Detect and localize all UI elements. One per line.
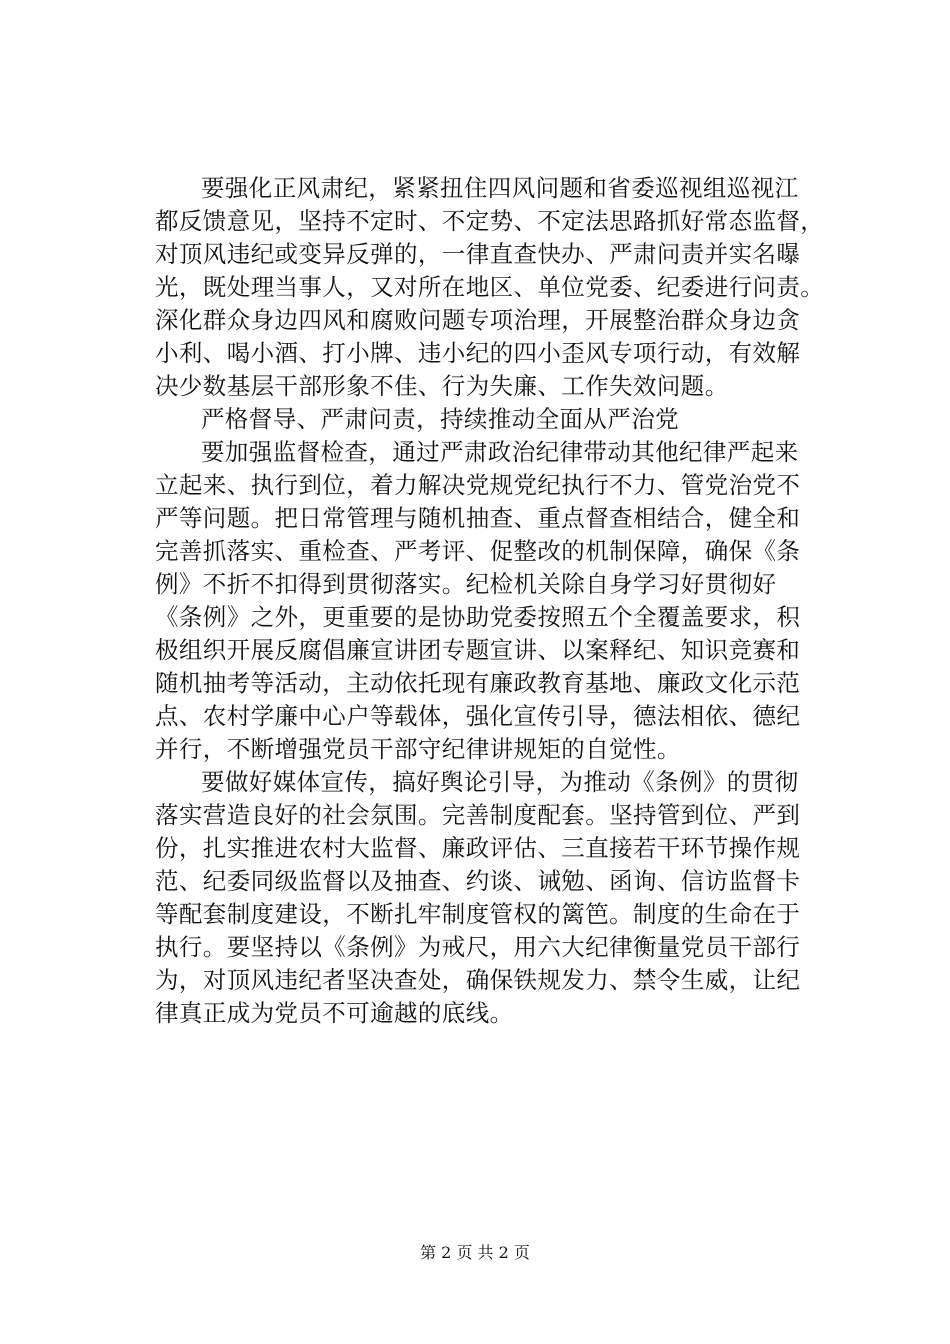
paragraph-3-line-3: 份，扎实推进农村大监督、廉政评估、三直接若干环节操作规 [155,834,801,862]
paragraph-3-line-4: 范、纪委同级监督以及抽查、约谈、诫勉、函询、信访监督卡 [155,867,801,895]
page-number-footer: 第 2 页 共 2 页 [420,1243,530,1262]
paragraph-2-line-1: 要加强监督检查，通过严肃政治纪律带动其他纪律严起来 [201,438,799,466]
paragraph-1-line-4: 光，既处理当事人，又对所在地区、单位党委、纪委进行问责。 [155,273,825,301]
paragraph-3-line-8: 律真正成为党员不可逾越的底线。 [155,999,514,1027]
paragraph-1-line-2: 都反馈意见，坚持不定时、不定势、不定法思路抓好常态监督， [155,207,825,235]
paragraph-2-line-9: 点、农村学廉中心户等载体，强化宣传引导，德法相依、德纪 [155,702,801,730]
paragraph-2-line-4: 完善抓落实、重检查、严考评、促整改的机制保障，确保《条 [155,537,801,565]
paragraph-1-line-7: 决少数基层干部形象不佳、行为失廉、工作失效问题。 [155,372,729,400]
paragraph-1-line-6: 小利、喝小酒、打小牌、违小纪的四小歪风专项行动，有效解 [155,339,801,367]
paragraph-2-line-2: 立起来、执行到位，着力解决党规党纪执行不力、管党治党不 [155,471,801,499]
document-body [155,172,825,1030]
paragraph-2-line-10: 并行，不断增强党员干部守纪律讲规矩的自觉性。 [155,735,681,763]
paragraph-2-line-3: 严等问题。把日常管理与随机抽查、重点督查相结合，健全和 [155,504,801,532]
section-heading: 严格督导、严肃问责，持续推动全面从严治党 [201,405,679,433]
paragraph-2-line-5: 例》不折不扣得到贯彻落实。纪检机关除自身学习好贯彻好 [155,570,777,598]
paragraph-3-line-2: 落实营造良好的社会氛围。完善制度配套。坚持管到位、严到 [155,801,801,829]
paragraph-2-line-7: 极组织开展反腐倡廉宣讲团专题宣讲、以案释纪、知识竞赛和 [155,636,801,664]
paragraph-3-line-1: 要做好媒体宣传，搞好舆论引导，为推动《条例》的贯彻 [201,768,799,796]
paragraph-2-line-6: 《条例》之外，更重要的是协助党委按照五个全覆盖要求，积 [155,603,801,631]
paragraph-1-line-1: 要强化正风肃纪，紧紧扭住四风问题和省委巡视组巡视江 [201,174,799,202]
paragraph-1-line-5: 深化群众身边四风和腐败问题专项治理，开展整治群众身边贪 [155,306,801,334]
paragraph-2-line-8: 随机抽考等活动，主动依托现有廉政教育基地、廉政文化示范 [155,669,801,697]
paragraph-3-line-7: 为，对顶风违纪者坚决查处，确保铁规发力、禁令生威，让纪 [155,966,801,994]
paragraph-1-line-3: 对顶风违纪或变异反弹的，一律直查快办、严肃问责并实名曝 [155,240,801,268]
paragraph-3-line-5: 等配套制度建设，不断扎牢制度管权的篱笆。制度的生命在于 [155,900,801,928]
paragraph-3-line-6: 执行。要坚持以《条例》为戒尺，用六大纪律衡量党员干部行 [155,933,801,961]
